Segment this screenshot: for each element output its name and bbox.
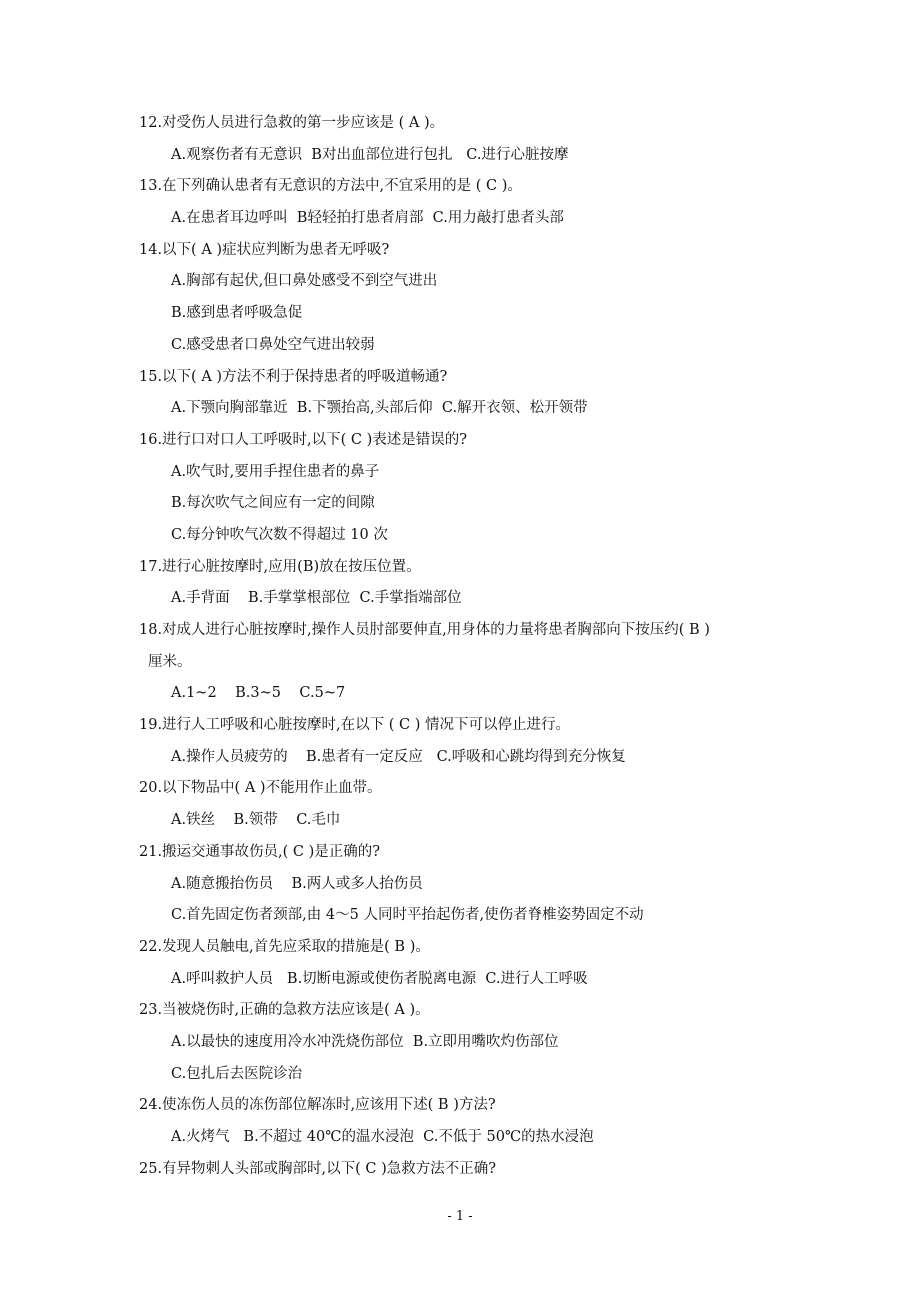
question-text: 24.使冻伤人员的冻伤部位解冻时,应该用下述( B )方法? [139, 1097, 496, 1114]
answer-options: A.铁丝 B.领带 C.毛巾 [171, 812, 341, 829]
question-text: 20.以下物品中( A )不能用作止血带。 [139, 780, 382, 797]
question-text: 14.以下( A )症状应判断为患者无呼吸? [139, 241, 390, 258]
question-text: 15.以下( A )方法不利于保持患者的呼吸道畅通? [139, 368, 448, 385]
question-text: 19.进行人工呼吸和心脏按摩时,在以下 ( C ) 情况下可以停止进行。 [139, 717, 571, 734]
answer-options: A.1~2 B.3~5 C.5~7 [171, 685, 346, 702]
answer-options: B.每次吹气之间应有一定的间隙 [171, 495, 375, 512]
answer-options: A.吹气时,要用手捏住患者的鼻子 [171, 463, 380, 480]
answer-options: A.以最快的速度用冷水冲洗烧伤部位 B.立即用嘴吹灼伤部位 [171, 1033, 559, 1050]
answer-options: A.观察伤者有无意识 B对出血部位进行包扎 C.进行心脏按摩 [171, 146, 569, 163]
question-text: 25.有异物刺人头部或胸部时,以下( C )急救方法不正确? [139, 1160, 497, 1177]
answer-options: A.呼叫救护人员 B.切断电源或使伤者脱离电源 C.进行人工呼吸 [171, 970, 588, 987]
question-text: 23.当被烧伤时,正确的急救方法应该是( A )。 [139, 1002, 430, 1019]
question-text: 22.发现人员触电,首先应采取的措施是( B )。 [139, 938, 430, 955]
question-text: 13.在下列确认患者有无意识的方法中,不宜采用的是 ( C )。 [139, 178, 522, 195]
answer-options: C.每分钟吹气次数不得超过 10 次 [171, 526, 388, 543]
answer-options: A.在患者耳边呼叫 B轻轻拍打患者肩部 C.用力敲打患者头部 [171, 210, 564, 227]
answer-options: A.随意搬抬伤员 B.两人或多人抬伤员 [171, 875, 423, 892]
answer-options: C.包扎后去医院诊治 [171, 1065, 303, 1082]
question-text: 16.进行口对口人工呼吸时,以下( C )表述是错误的? [139, 431, 468, 448]
answer-options: A.操作人员疲劳的 B.患者有一定反应 C.呼吸和心跳均得到充分恢复 [171, 748, 626, 765]
page-number: - 1 - [447, 1209, 473, 1224]
answer-options: A.下颚向胸部靠近 B.下颚抬高,头部后仰 C.解开衣领、松开领带 [171, 400, 588, 417]
question-continuation: 厘米。 [148, 653, 192, 670]
question-list [0, 108, 920, 1185]
answer-options: A.火烤气 B.不超过 40℃的温水浸泡 C.不低于 50℃的热水浸泡 [171, 1129, 594, 1145]
answer-options: A.胸部有起伏,但口鼻处感受不到空气进出 [171, 273, 438, 290]
question-text: 21.搬运交通事故伤员,( C )是正确的? [139, 843, 381, 860]
question-text: 18.对成人进行心脏按摩时,操作人员肘部要伸直,用身体的力量将患者胸部向下按压约( B ) [139, 622, 710, 638]
answer-options: C.感受患者口鼻处空气进出较弱 [171, 336, 375, 353]
answer-options: C.首先固定伤者颈部,由 4～5 人同时平抬起伤者,使伤者脊椎姿势固定不动 [171, 907, 644, 924]
question-text: 17.进行心脏按摩时,应用(B)放在按压位置。 [139, 558, 421, 575]
answer-options: B.感到患者呼吸急促 [171, 305, 303, 322]
question-text: 12.对受伤人员进行急救的第一步应该是 ( A )。 [139, 115, 445, 131]
answer-options: A.手背面 B.手掌掌根部位 C.手掌指端部位 [171, 590, 462, 607]
